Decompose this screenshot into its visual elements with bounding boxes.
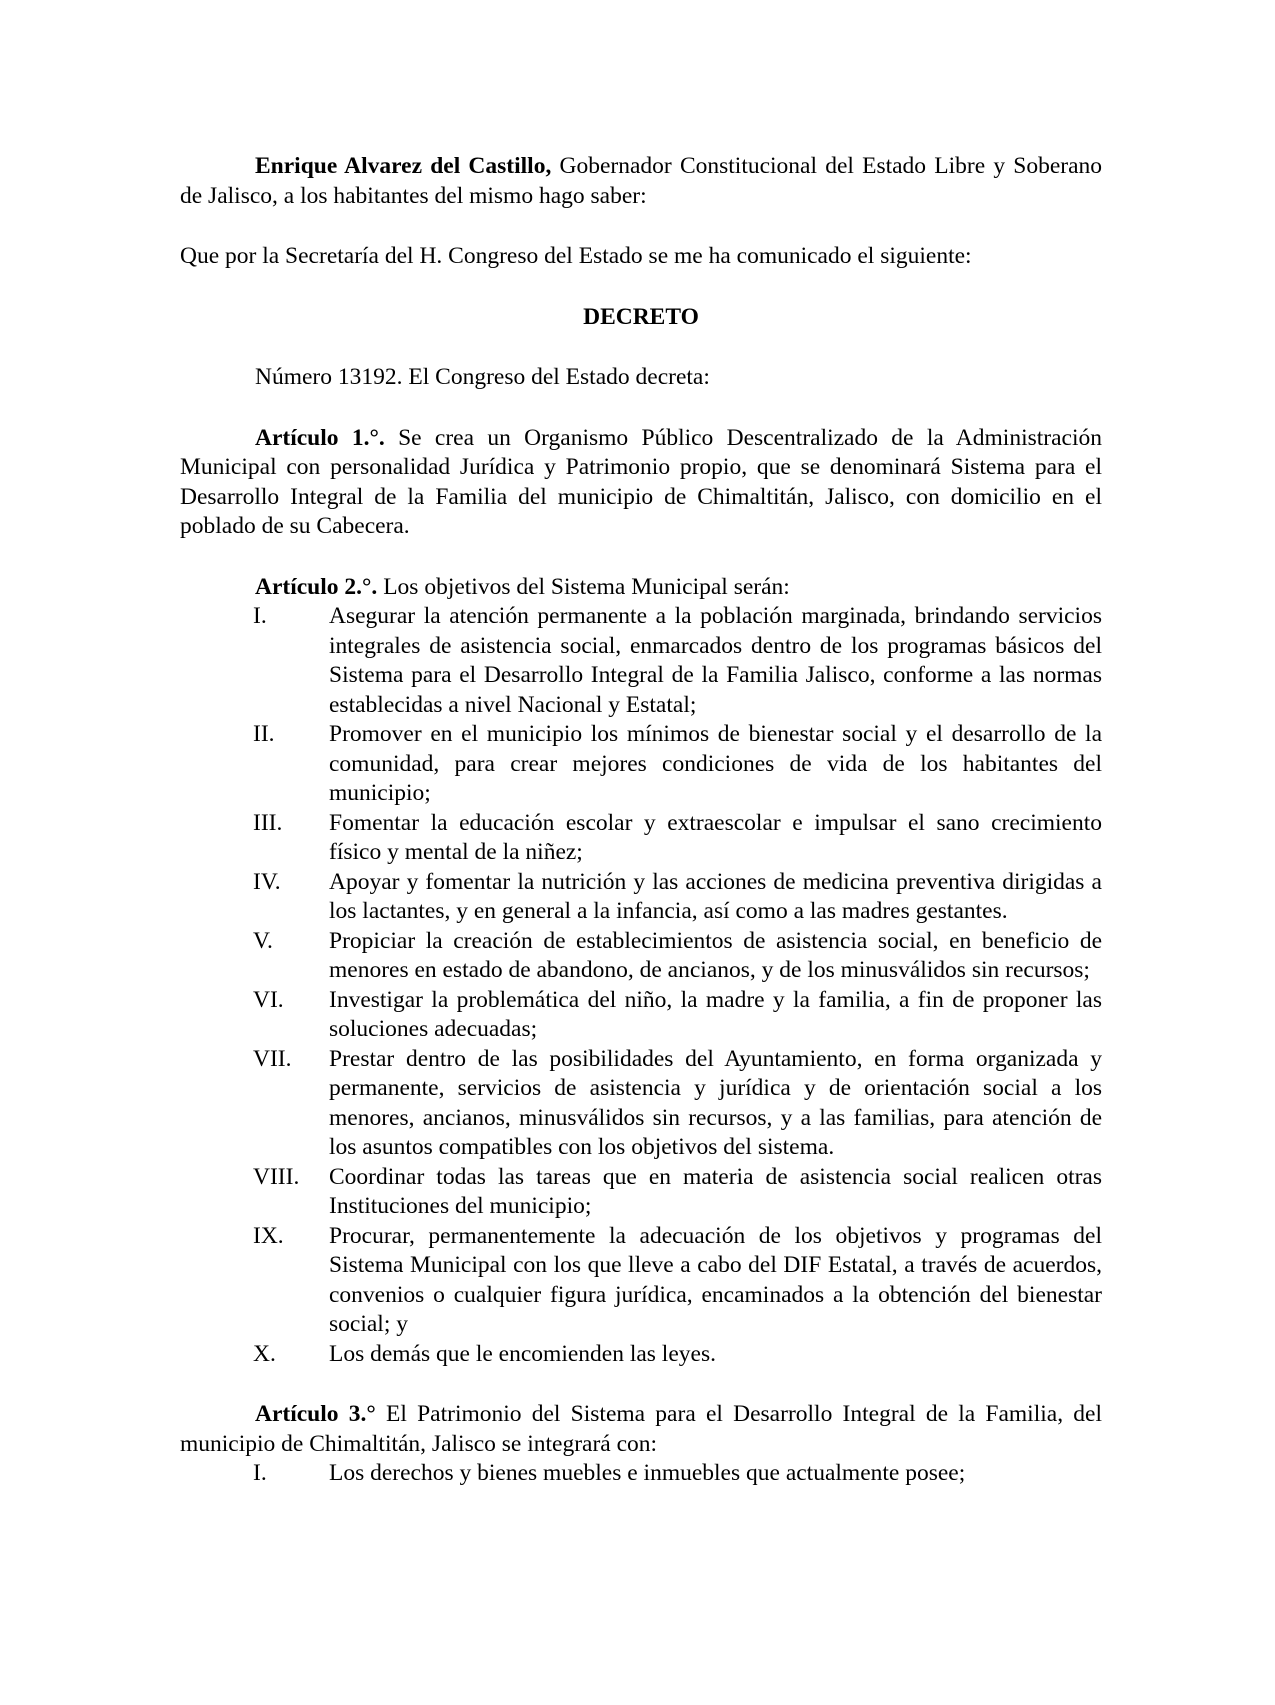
list-item-number: VII. — [253, 1045, 292, 1072]
list-item-text: Investigar la problemática del niño, la madre y la familia, a fin de proponer las soluciones adecuadas; — [329, 986, 1102, 1042]
list-item — [180, 1459, 1102, 1489]
list-item-text: Prestar dentro de las posibilidades del Ayuntamiento, en forma organizada y permanente, servicios de asistencia y jurídica y de orientación social a los menores, ancianos, minusválidos sin recursos, y a las familias, para atención de los asuntos compatibles con los objetivos del sistema. — [329, 1045, 1102, 1160]
article-3-label: Artículo 3.° — [255, 1401, 376, 1427]
list-item-text: Fomentar la educación escolar y extraescolar e impulsar el sano crecimiento físico y mental de la niñez; — [329, 809, 1102, 865]
list-item — [180, 1340, 1102, 1370]
list-item-number: VI. — [253, 986, 284, 1013]
list-item-number: I. — [253, 603, 267, 629]
article-2-list — [180, 602, 1102, 1369]
list-item-number: III. — [253, 809, 283, 836]
list-item-text: Procurar, permanentemente la adecuación de los objetivos y programas del Sistema Municipal con los que lleve a cabo del DIF Estatal, a través de acuerdos, convenios o cualquier figura jurídica, encaminados a la obtención del bienestar social; y — [329, 1222, 1102, 1337]
list-item — [180, 986, 1102, 1045]
list-item-text: Coordinar todas las tareas que en materia de asistencia social realicen otras Instituciones del municipio; — [329, 1163, 1102, 1219]
article-3 — [180, 1400, 1102, 1459]
list-item-number: I. — [253, 1460, 267, 1486]
list-item-number: IV. — [253, 868, 281, 895]
list-item — [180, 720, 1102, 809]
list-item-text: Apoyar y fomentar la nutrición y las acciones de medicina preventiva dirigidas a los lactantes, y en general a la infancia, así como a las madres gestantes. — [329, 868, 1102, 924]
communication-paragraph: Que por la Secretaría del H. Congreso del Estado se me ha comunicado el siguiente: — [180, 243, 972, 269]
list-item-text: Los demás que le encomienden las leyes. — [329, 1340, 716, 1367]
decree-number: Número 13192. El Congreso del Estado decreta: — [255, 364, 710, 390]
list-item — [180, 602, 1102, 720]
list-item-number: X. — [253, 1340, 276, 1367]
list-item-text: Propiciar la creación de establecimientos de asistencia social, en beneficio de menores en estado de abandono, de ancianos, y de los minusválidos sin recursos; — [329, 927, 1102, 983]
list-item — [180, 868, 1102, 927]
article-3-text: El Patrimonio del Sistema para el Desarrollo Integral de la Familia, del municipio de Chimaltitán, Jalisco se integrará con: — [180, 1401, 1102, 1457]
list-item — [180, 809, 1102, 868]
decree-title: DECRETO — [583, 303, 699, 330]
article-2 — [180, 573, 1102, 603]
list-item — [180, 1222, 1102, 1340]
intro-text: Gobernador Constitucional del Estado Libre y Soberano de Jalisco, a los habitantes del mismo hago saber: — [180, 153, 1103, 209]
article-1 — [180, 424, 1102, 542]
article-2-text: Los objetivos del Sistema Municipal serán: — [377, 573, 790, 600]
article-1-text: Se crea un Organismo Público Descentralizado de la Administración Municipal con personalidad Jurídica y Patrimonio propio, que se denominará Sistema para el Desarrollo Integral de la Familia del municipio de Chimaltitán, Jalisco, con domicilio en el poblado de su Cabecera. — [180, 424, 1102, 539]
list-item — [180, 927, 1102, 986]
list-item — [180, 1163, 1102, 1222]
article-1-label: Artículo 1.°. — [255, 424, 385, 451]
governor-name: Enrique Alvarez del Castillo, — [255, 153, 552, 179]
list-item-text: Los derechos y bienes muebles e inmuebles que actualmente posee; — [329, 1460, 966, 1486]
list-item-number: IX. — [253, 1222, 284, 1249]
intro-paragraph — [180, 152, 1102, 211]
list-item-text: Asegurar la atención permanente a la población marginada, brindando servicios integrales de asistencia social, enmarcados dentro de los programas básicos del Sistema para el Desarrollo Integral de la Familia Jalisco, conforme a las normas establecidas a nivel Nacional y Estatal; — [329, 603, 1102, 718]
article-2-label: Artículo 2.°. — [255, 573, 378, 600]
list-item-text: Promover en el municipio los mínimos de bienestar social y el desarrollo de la comunidad, para crear mejores condiciones de vida de los habitantes del municipio; — [329, 721, 1102, 806]
article-3-list — [180, 1459, 1102, 1489]
document-page — [180, 152, 1102, 1489]
list-item-number: V. — [253, 927, 273, 954]
list-item — [180, 1045, 1102, 1163]
list-item-number: VIII. — [253, 1163, 300, 1190]
list-item-number: II. — [253, 721, 275, 747]
